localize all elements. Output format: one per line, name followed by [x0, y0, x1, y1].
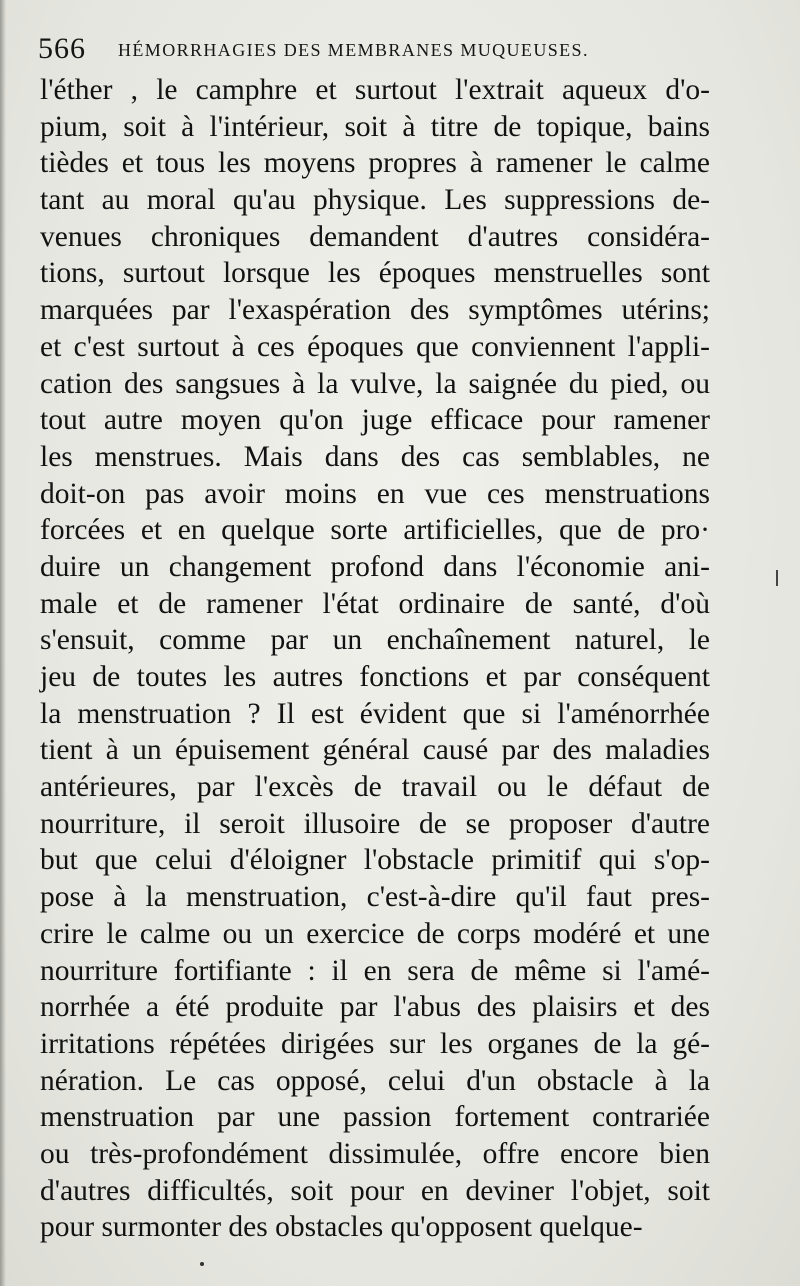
text-line: doit-on pas avoir moins en vue ces menstruations — [40, 477, 710, 510]
text-line: la menstruation ? Il est évident que si l'aménorrhée — [40, 697, 710, 730]
text-line: forcées et en quelque sorte artificielles, que de pro· — [40, 514, 710, 547]
text-line: venues chroniques demandent d'autres considéra- — [40, 220, 710, 253]
text-line: marquées par l'exaspération des symptômes utérins; — [40, 294, 710, 327]
ink-speck — [200, 1262, 204, 1266]
text-line: male et de ramener l'état ordinaire de santé, d'où — [40, 587, 710, 620]
running-head: HÉMORRHAGIES DES MEMBRANES MUQUEUSES. — [118, 40, 589, 60]
text-line: et c'est surtout à ces époques que conviennent l'appli- — [40, 330, 710, 363]
text-line: duire un changement profond dans l'économie ani- — [40, 550, 710, 583]
text-line: pium, soit à l'intérieur, soit à titre de topique, bains — [40, 110, 710, 143]
text-line: tions, surtout lorsque les époques menstruelles sont — [40, 257, 710, 290]
text-line: antérieures, par l'excès de travail ou le défaut de — [40, 771, 710, 804]
text-line: tout autre moyen qu'on juge efficace pour ramener — [40, 404, 710, 437]
page-gutter-shadow — [0, 0, 6, 1286]
text-line: irritations répétées dirigées sur les organes de la gé- — [40, 1027, 710, 1060]
text-line: jeu de toutes les autres fonctions et par conséquent — [40, 661, 710, 693]
text-line: nération. Le cas opposé, celui d'un obstacle à la — [40, 1064, 710, 1097]
page-number: 566 — [38, 32, 86, 65]
text-line: cation des sangsues à la vulve, la saignée du pied, ou — [40, 367, 710, 400]
text-line: l'éther , le camphre et surtout l'extrait aqueux d'o- — [40, 74, 710, 106]
page-header — [38, 32, 738, 68]
text-line: les menstrues. Mais dans des cas semblables, ne — [40, 440, 710, 473]
text-line: but que celui d'éloigner l'obstacle primitif qui s'op- — [40, 844, 710, 877]
text-line: tant au moral qu'au physique. Les suppressions de- — [40, 184, 710, 217]
text-line: pose à la menstruation, c'est-à-dire qu'il faut pres- — [40, 881, 710, 914]
text-line: tient à un épuisement général causé par des maladies — [40, 734, 710, 767]
text-line: tièdes et tous les moyens propres à ramener le calme — [40, 147, 710, 180]
text-line: nourriture, il seroit illusoire de se proposer d'autre — [40, 807, 710, 840]
text-line: crire le calme ou un exercice de corps modéré et une — [40, 917, 710, 950]
text-line: d'autres difficultés, soit pour en deviner l'objet, soit — [40, 1174, 710, 1207]
text-line: norrhée a été produite par l'abus des plaisirs et des — [40, 991, 710, 1024]
text-line: pour surmonter des obstacles qu'opposent quelque- — [40, 1211, 643, 1244]
text-line: s'ensuit, comme par un enchaînement naturel, le — [40, 624, 710, 657]
text-line: nourriture fortifiante : il en sera de même si l'amé- — [40, 954, 710, 987]
body-text — [40, 72, 710, 1246]
margin-mark — [776, 570, 778, 586]
text-line: ou très-profondément dissimulée, offre encore bien — [40, 1137, 710, 1170]
text-line: menstruation par une passion fortement contrariée — [40, 1101, 710, 1134]
